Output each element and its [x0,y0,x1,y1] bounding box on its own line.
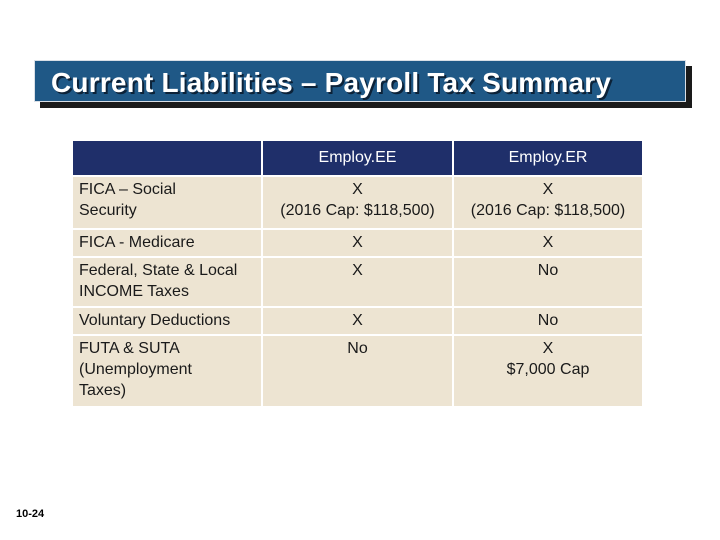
employer-value: X [454,230,642,256]
row-label: Voluntary Deductions [73,308,261,334]
payroll-tax-table [71,139,644,408]
employer-value: No [454,308,642,334]
table-row [73,308,642,334]
row-label: FICA – Social Security [73,177,261,228]
employer-value: X (2016 Cap: $118,500) [454,177,642,228]
title-banner [34,60,686,102]
employee-value: X [263,258,452,306]
header-employee: Employ.EE [263,141,452,175]
employer-value: X $7,000 Cap [454,336,642,406]
table-row [73,336,642,406]
employee-value: No [263,336,452,406]
table-row [73,177,642,228]
row-label: FICA - Medicare [73,230,261,256]
slide-title: Current Liabilities – Payroll Tax Summary [51,67,612,98]
table-row [73,258,642,306]
table-row [73,230,642,256]
page-number: 10-24 [16,508,45,520]
header-employer: Employ.ER [454,141,642,175]
employee-value: X [263,308,452,334]
employer-value: No [454,258,642,306]
table-header-row [73,141,642,175]
row-label: Federal, State & Local INCOME Taxes [73,258,261,306]
employee-value: X (2016 Cap: $118,500) [263,177,452,228]
employee-value: X [263,230,452,256]
row-label: FUTA & SUTA (Unemployment Taxes) [73,336,261,406]
header-blank-cell [73,141,261,175]
